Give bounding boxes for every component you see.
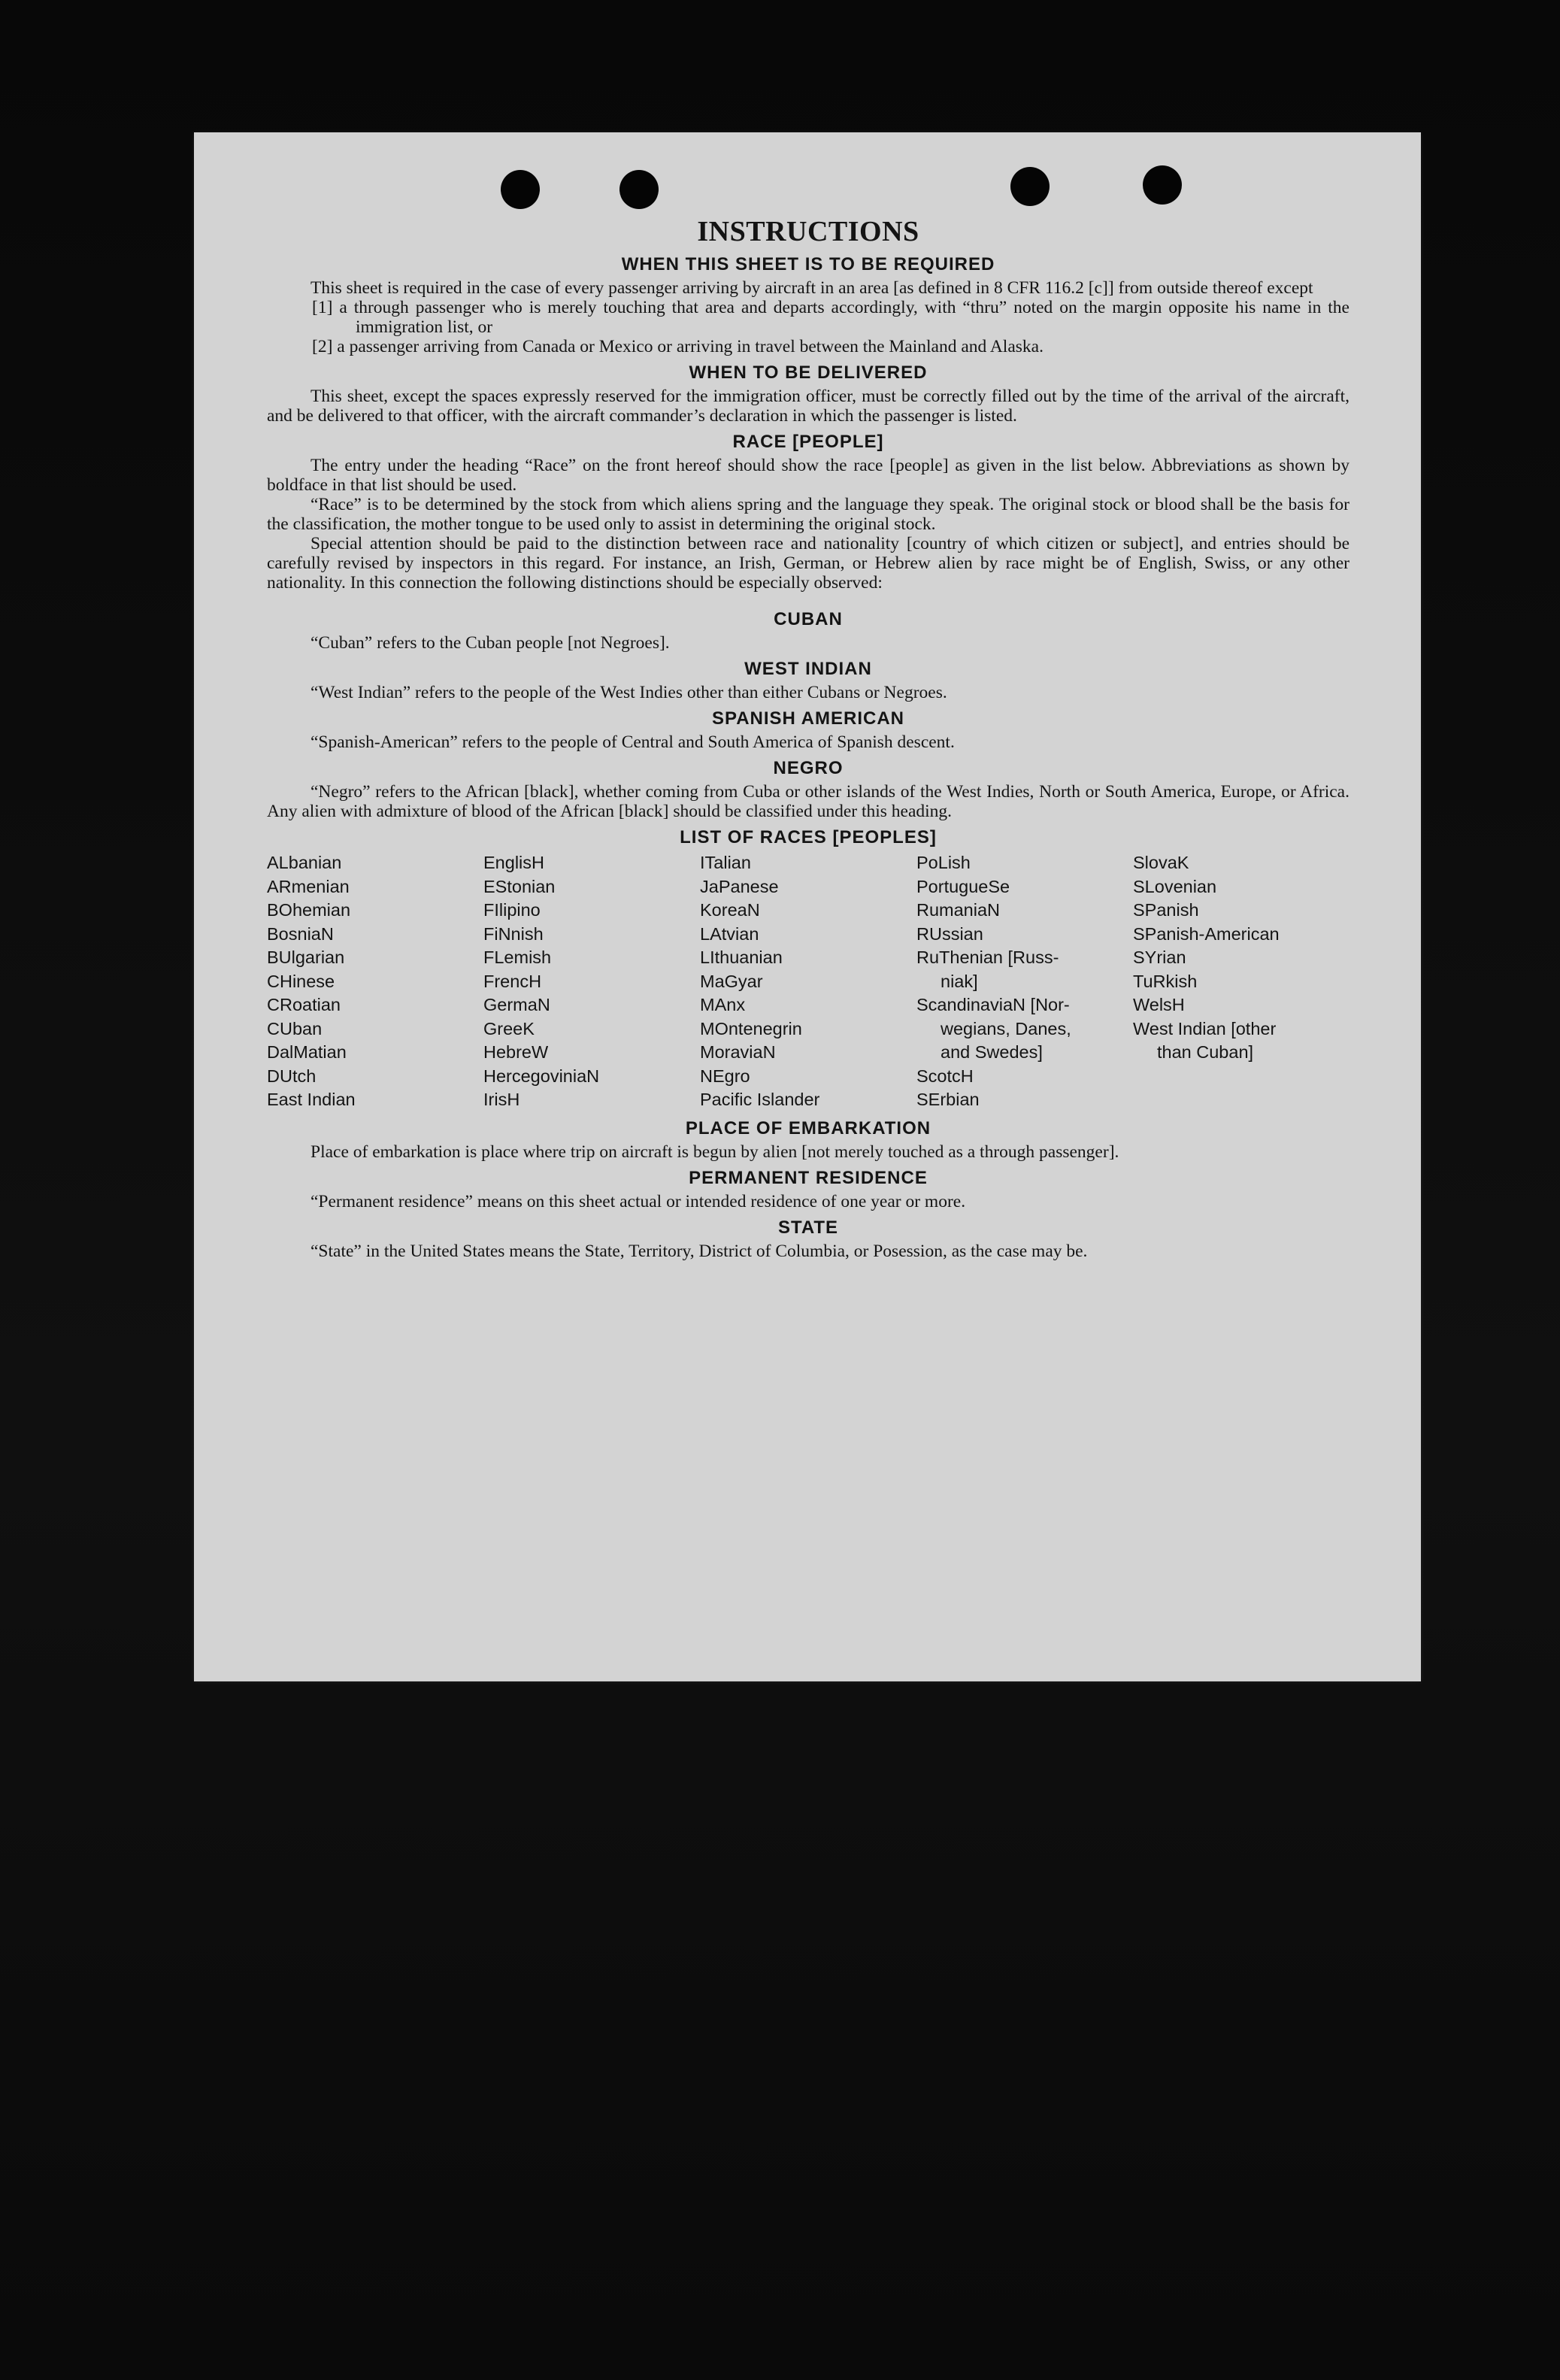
race-item: DUtch — [267, 1066, 317, 1086]
race-item: West Indian [other — [1133, 1018, 1277, 1038]
race-item: FiNnish — [483, 923, 544, 944]
heading-negro: NEGRO — [773, 758, 844, 778]
race-item: EnglisH — [483, 853, 544, 872]
race-item: ScotcH — [916, 1066, 974, 1086]
race-item: HercegoviniaN — [483, 1066, 600, 1086]
race-item-continuation: niak] — [941, 971, 978, 991]
race-item: CHinese — [267, 971, 335, 991]
race-item: East Indian — [267, 1090, 356, 1109]
heading-spanish-american: SPANISH AMERICAN — [711, 708, 904, 729]
race-list — [267, 851, 1349, 1112]
race-item: LAtvian — [700, 923, 759, 944]
heading-place-of-embarkation: PLACE OF EMBARKATION — [685, 1117, 931, 1138]
when-required-item-1: [1] a through passenger who is merely touching that area and departs accordingly, with “thru” noted on the margin opposite his name in the immigration list, or — [312, 298, 1349, 337]
heading-cuban: CUBAN — [774, 609, 843, 629]
heading-permanent-residence: PERMANENT RESIDENCE — [689, 1167, 928, 1188]
when-required-item-2: [2] a passenger arriving from Canada or Mexico or arriving in travel between the Mainland and Alaska. — [312, 337, 1044, 356]
race-item: FLemish — [483, 947, 552, 967]
race-item: MAnx — [700, 995, 746, 1014]
race-item: RuThenian [Russ- — [916, 947, 1059, 967]
instruction-sheet — [194, 132, 1421, 1681]
race-item: SErbian — [916, 1090, 980, 1109]
race-item: NEgro — [700, 1066, 750, 1086]
race-item: PortugueSe — [916, 876, 1010, 896]
heading-race: RACE [PEOPLE] — [732, 432, 884, 452]
when-required-intro: This sheet is required in the case of every passenger arriving by aircraft in an area [as defined in 8 CFR 116.2 [c]] from outside thereof except — [310, 278, 1313, 298]
race-item: SlovaK — [1133, 853, 1189, 872]
race-item: ScandinaviaN [Nor- — [916, 995, 1070, 1014]
page-title: INSTRUCTIONS — [697, 216, 919, 247]
spanish-american-text: “Spanish-American” refers to the people of Central and South America of Spanish descent. — [310, 732, 955, 752]
when-delivered-text: This sheet, except the spaces expressly reserved for the immigration officer, must be correctly filled out by the time of the arrival of the aircraft, and be delivered to that officer, with the aircraft commander’s declaration in which the passenger is listed. — [267, 387, 1349, 426]
race-item: EStonian — [483, 876, 556, 896]
heading-west-indian: WEST INDIAN — [744, 659, 872, 679]
race-item: IrisH — [483, 1090, 520, 1109]
race-paragraph-2: “Race” is to be determined by the stock from which aliens spring and the language they speak. The original stock or blood shall be the basis for the classification, the mother tongue to be used only to assist in determining the original stock. — [267, 495, 1349, 534]
race-item: ITalian — [700, 853, 751, 872]
heading-when-required: WHEN THIS SHEET IS TO BE REQUIRED — [621, 254, 995, 274]
race-item: FIlipino — [483, 900, 541, 920]
embarkation-text: Place of embarkation is place where trip on aircraft is begun by alien [not merely touched as a through passenger]. — [310, 1141, 1119, 1162]
punch-hole — [1010, 167, 1050, 206]
race-item: ARmenian — [267, 876, 350, 896]
race-item: GermaN — [483, 995, 550, 1014]
race-column — [267, 851, 483, 1112]
race-item: FrencH — [483, 971, 542, 991]
race-item: DalMatian — [267, 1042, 347, 1062]
punch-hole — [619, 170, 659, 209]
race-item: JaPanese — [700, 876, 779, 896]
race-item-continuation: and Swedes] — [941, 1042, 1043, 1062]
race-item-continuation: than Cuban] — [1157, 1042, 1254, 1062]
race-item: CRoatian — [267, 995, 341, 1014]
heading-state: STATE — [777, 1217, 839, 1238]
heading-when-delivered: WHEN TO BE DELIVERED — [689, 362, 928, 383]
race-item: CUban — [267, 1018, 323, 1038]
race-item: RUssian — [916, 923, 983, 944]
race-item: RumaniaN — [916, 900, 1001, 920]
state-text: “State” in the United States means the State, Territory, District of Columbia, or Posession, as the case may be. — [310, 1241, 1088, 1261]
residence-text: “Permanent residence” means on this sheet actual or intended residence of one year or more. — [310, 1191, 966, 1211]
heading-list-of-races: LIST OF RACES [PEOPLES] — [680, 827, 937, 847]
race-item: PoLish — [916, 853, 971, 872]
punch-hole — [501, 170, 540, 209]
race-item: ALbanian — [267, 853, 342, 872]
race-item: TuRkish — [1133, 971, 1198, 991]
cuban-text: “Cuban” refers to the Cuban people [not Negroes]. — [310, 633, 670, 653]
race-item-continuation: wegians, Danes, — [941, 1018, 1071, 1038]
race-column — [916, 851, 1133, 1112]
race-item: Pacific Islander — [700, 1090, 820, 1109]
race-paragraph-1: The entry under the heading “Race” on the front hereof should show the race [people] as given in the list below. Abbreviations as shown by boldface in that list should be used. — [267, 456, 1349, 495]
race-item: BOhemian — [267, 900, 351, 920]
race-item: SLovenian — [1133, 876, 1217, 896]
sheet-content — [267, 215, 1349, 1261]
race-item: MOntenegrin — [700, 1018, 802, 1038]
race-item: HebreW — [483, 1042, 549, 1062]
race-column — [700, 851, 916, 1112]
race-item: GreeK — [483, 1018, 535, 1038]
race-item: WelsH — [1133, 995, 1185, 1014]
negro-text: “Negro” refers to the African [black], whether coming from Cuba or other islands of the West Indies, North or South America, Europe, or Africa. Any alien with admixture of blood of the African [black] should be classified under this heading. — [267, 782, 1349, 821]
race-item: MoraviaN — [700, 1042, 776, 1062]
race-item: SPanish-American — [1133, 923, 1280, 944]
race-item: KoreaN — [700, 900, 760, 920]
race-column — [1133, 851, 1349, 1112]
race-item: MaGyar — [700, 971, 763, 991]
race-item: SYrian — [1133, 947, 1186, 967]
race-column — [483, 851, 700, 1112]
race-item: LIthuanian — [700, 947, 783, 967]
race-item: BosniaN — [267, 923, 334, 944]
race-paragraph-3: Special attention should be paid to the distinction between race and nationality [country of which citizen or subject], and entries should be carefully revised by inspectors in this regard. For instance, an Irish, German, or Hebrew alien by race might be of English, Swiss, or any other nationality. In this connection the following distinctions should be especially observed: — [267, 534, 1349, 593]
west-indian-text: “West Indian” refers to the people of the West Indies other than either Cubans or Negroes. — [310, 683, 947, 702]
punch-hole — [1143, 165, 1182, 205]
race-item: BUlgarian — [267, 947, 345, 967]
race-item: SPanish — [1133, 900, 1199, 920]
